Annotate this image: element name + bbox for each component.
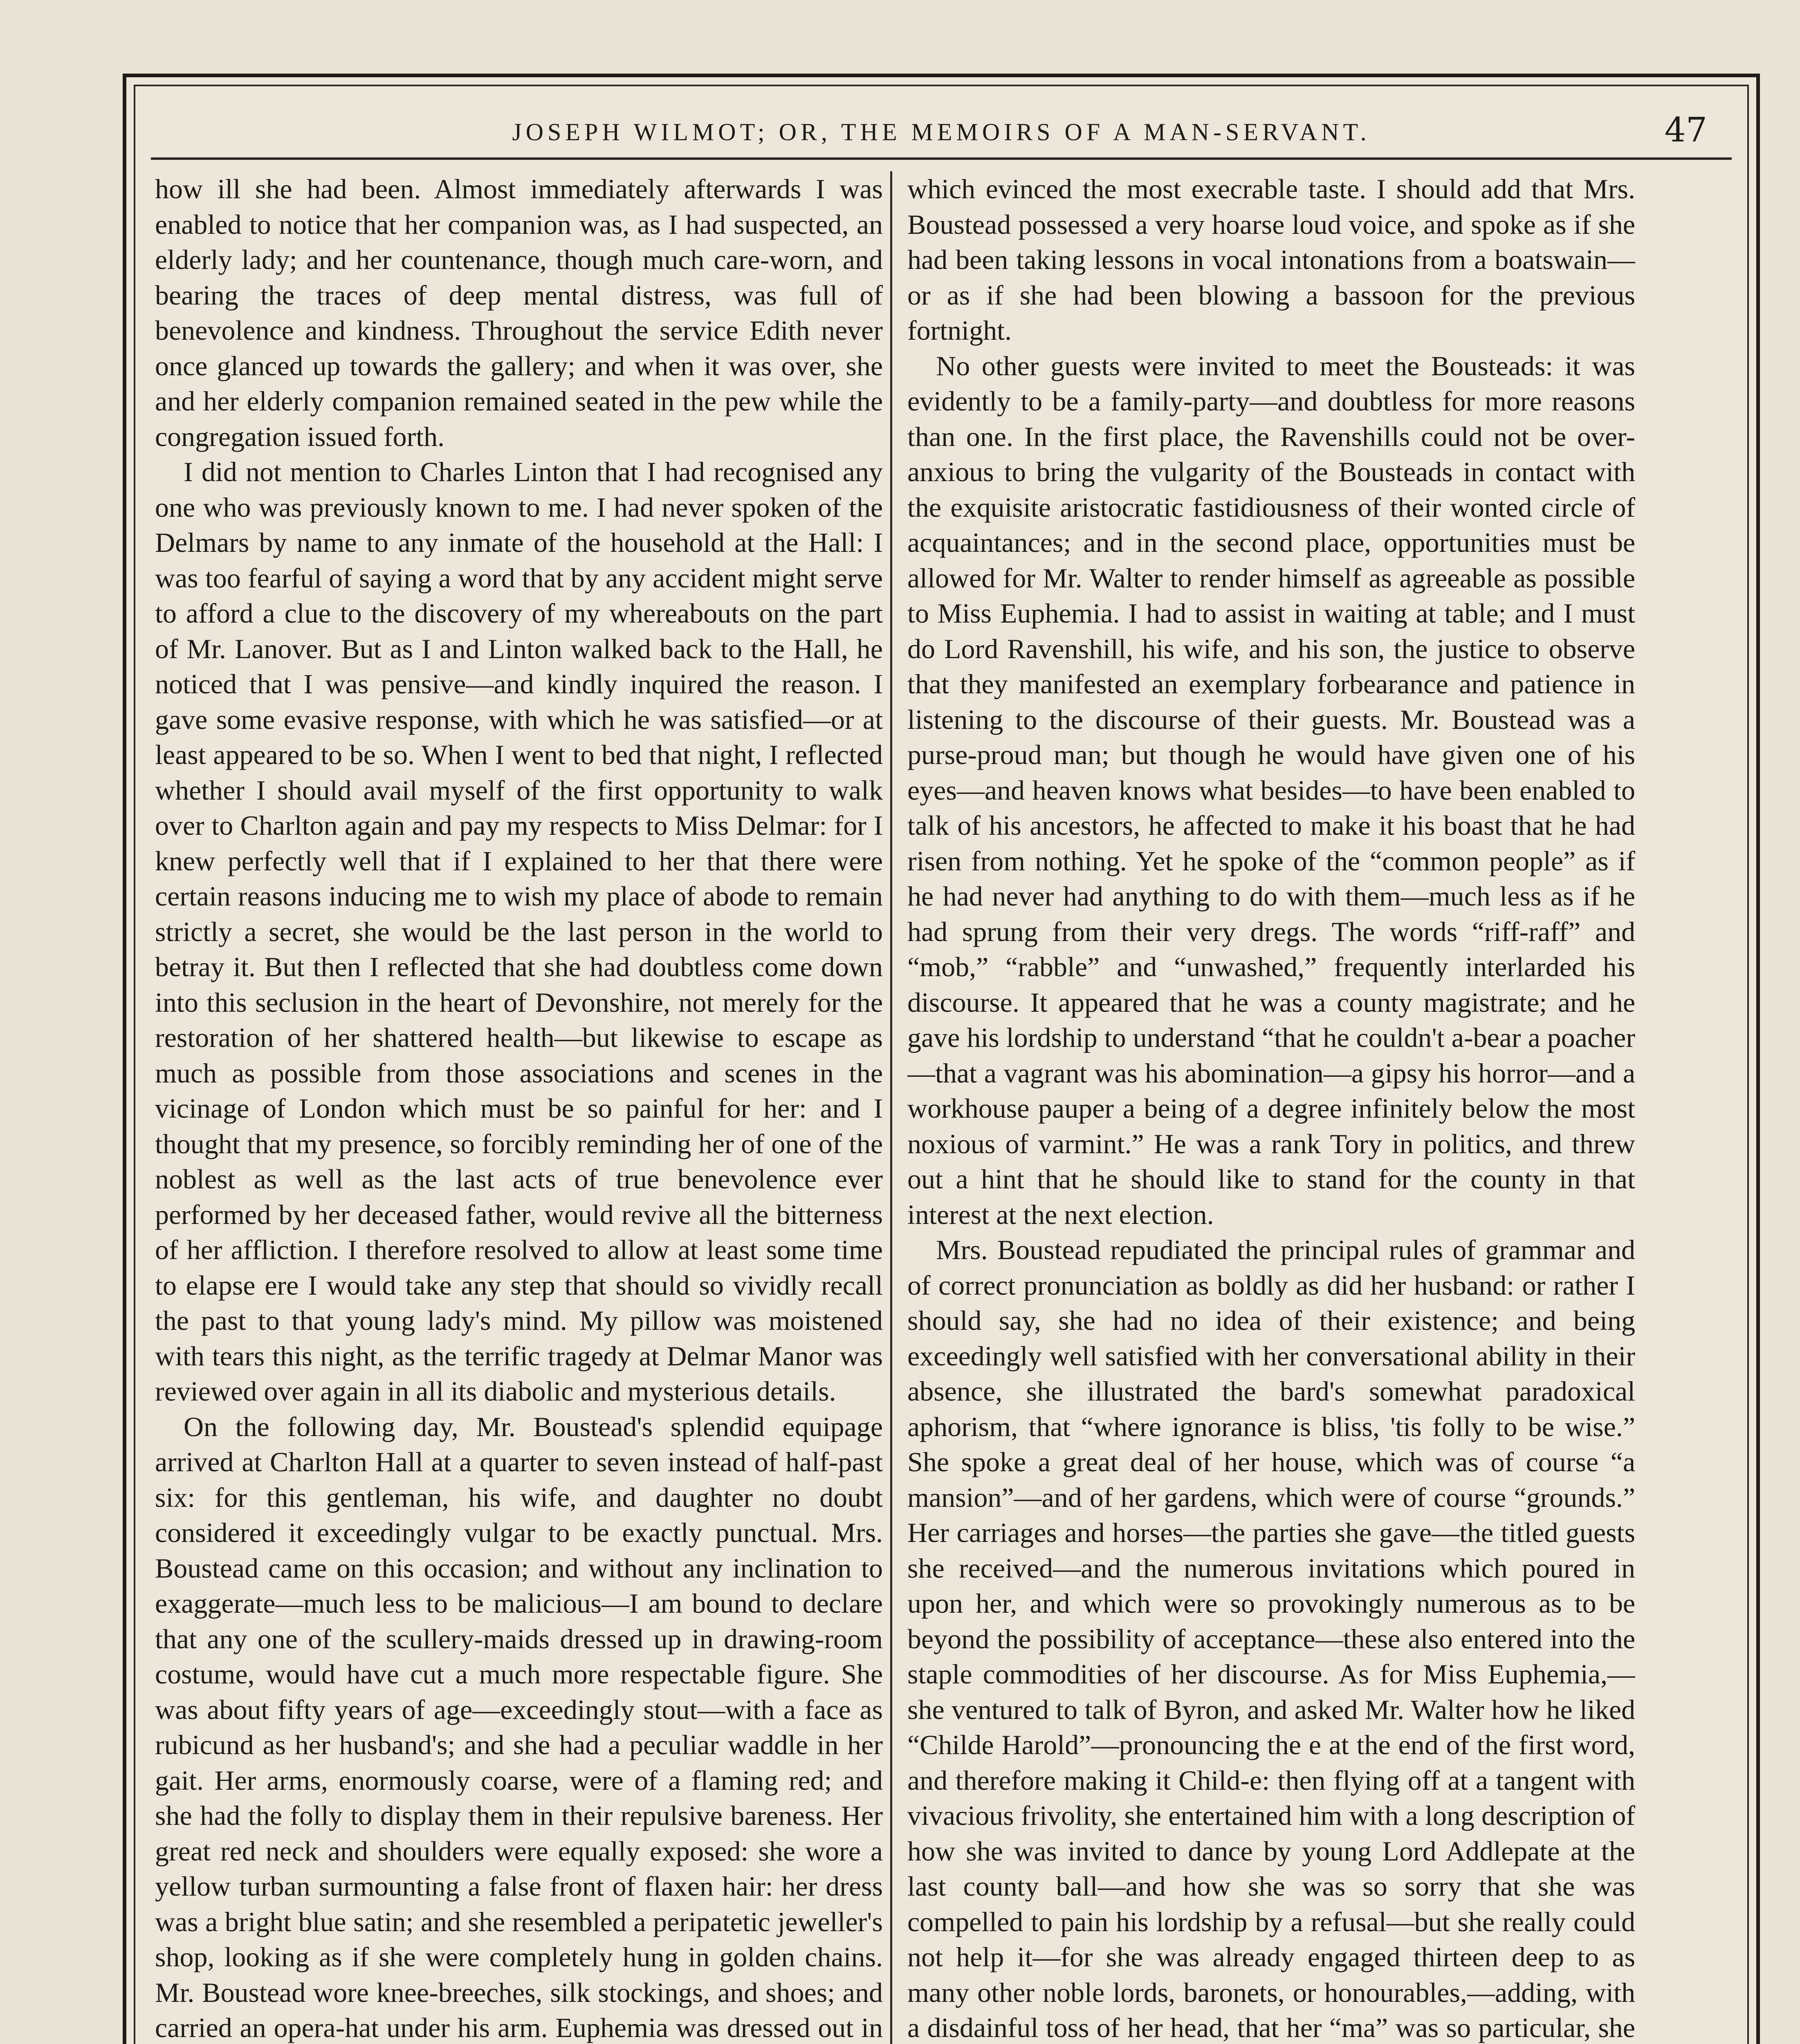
left-paragraph-1: how ill she had been. Almost immediately afterwards I was enabled to notice that her companion was, as I had suspected, an elderly lady; and her countenance, though much care-worn, and bearing the traces of deep mental distress, was full of benevolence and kindness. Throughout the service Edith never once glanced up towards the gallery; and when it was over, she and her elderly companion remained seated in the pew while the congregation issued forth.	[155, 173, 883, 452]
page-number: 47	[1664, 111, 1707, 150]
header-rule	[151, 157, 1732, 160]
page-header	[126, 77, 1756, 150]
page-frame	[123, 74, 1760, 2044]
left-column	[155, 171, 883, 2044]
right-column	[907, 171, 1635, 2044]
right-paragraph-1: which evinced the most execrable taste. I should add that Mrs. Boustead possessed a very hoarse loud voice, and spoke as if she had been taking lessons in vocal intonations from a boatswain—or as if she had been blowing a bassoon for the previous fortnight.	[907, 173, 1635, 346]
left-paragraph-2: I did not mention to Charles Linton that I had recognised any one who was previously known to me. I had never spoken of the Delmars by name to any inmate of the household at the Hall: I was too fearful of saying a word that by any accident might serve to afford a clue to the discovery of my whereabouts on the part of Mr. Lanover. But as I and Linton walked back to the Hall, he noticed that I was pensive—and kindly inquired the reason. I gave some evasive response, with which he was satisfied—or at least appeared to be so. When I went to bed that night, I reflected whether I should avail myself of the first opportunity to walk over to Charlton again and pay my respects to Miss Delmar: for I knew perfectly well that if I explained to her that there were certain reasons inducing me to wish my place of abode to remain strictly a secret, she would be the last person in the world to betray it. But then I reflected that she had doubtless come down into this seclusion in the heart of Devonshire, not merely for the restoration of her shattered health—but likewise to escape as much as possible from those associations and scenes in the vicinage of London which must be so painful for her: and I thought that my presence, so forcibly reminding her of one of the noblest as well as the last acts of true benevolence ever performed by her deceased father, would revive all the bitterness of her affliction. I therefore resolved to allow at least some time to elapse ere I would take any step that should so vividly recall the past to that young lady's mind. My pillow was moistened with tears this night, as the terrific tragedy at Delmar Manor was reviewed over again in all its diabolic and mysterious details.	[155, 456, 883, 1407]
left-paragraph-3: On the following day, Mr. Boustead's splendid equipage arrived at Charlton Hall at a quarter to seven instead of half-past six: for this gentleman, his wife, and daughter no doubt considered it exceedingly vulgar to be exactly punctual. Mrs. Boustead came on this occasion; and without any inclination to exaggerate—much less to be malicious—I am bound to declare that any one of the scullery-maids dressed up in drawing-room costume, would have cut a much more respectable figure. She was about fifty years of age—exceedingly stout—with a face as rubicund as her husband's; and she had a peculiar waddle in her gait. Her arms, enormously coarse, were of a flaming red; and she had the folly to display them in their repulsive bareness. Her great red neck and shoulders were equally exposed: she wore a yellow turban surmounting a false front of flaxen hair: her dress was a bright blue satin; and she resembled a peripatetic jeweller's shop, looking as if she were completely hung in golden chains. Mr. Boustead wore knee-breeches, silk stockings, and shoes; and carried an opera-hat under his arm. Euphemia was dressed out in	[155, 1411, 883, 2043]
right-paragraph-2: No other guests were invited to meet the Bousteads: it was evidently to be a family-party—and doubtless for more reasons than one. In the first place, the Ravenshills could not be over-anxious to bring the vulgarity of the Bousteads in contact with the exquisite aristocratic fastidiousness of their wonted circle of acquaintances; and in the second place, opportunities must be allowed for Mr. Walter to render himself as agreeable as possible to Miss Euphemia. I had to assist in waiting at table; and I must do Lord Ravenshill, his wife, and his son, the justice to observe that they manifested an exemplary forbearance and patience in listening to the discourse of their guests. Mr. Boustead was a purse-proud man; but though he would have given one of his eyes—and heaven knows what besides—to have been enabled to talk of his ancestors, he affected to make it his boast that he had risen from nothing. Yet he spoke of the “common people” as if he had never had anything to do with them—much less as if he had sprung from their very dregs. The words “riff-raff” and “mob,” “rabble” and “unwashed,” frequently interlarded his discourse. It appeared that he was a county magistrate; and he gave his lordship to understand “that he couldn't a-bear a poacher—that a vagrant was his abomination—a gipsy his horror—and a workhouse pauper a being of a degree infinitely below the most noxious of varmint.” He was a rank Tory in politics, and threw out a hint that he should like to stand for the county in that interest at the next election.	[907, 350, 1635, 1230]
column-divider	[890, 171, 892, 2044]
running-head: JOSEPH WILMOT; OR, THE MEMOIRS OF A MAN-SERVANT.	[512, 119, 1371, 146]
right-paragraph-3: Mrs. Boustead repudiated the principal rules of grammar and of correct pronunciation as boldly as did her husband: or rather I should say, she had no idea of their existence; and being exceedingly well satisfied with her conversational ability in their absence, she illustrated the bard's somewhat paradoxical aphorism, that “where ignorance is bliss, 'tis folly to be wise.” She spoke a great deal of her house, which was of course “a mansion”—and of her gardens, which were of course “grounds.” Her carriages and horses—the parties she gave—the titled guests she received—and the numerous invitations which poured in upon her, and which were so provokingly numerous as to be beyond the possibility of acceptance—these also entered into the staple commodities of her discourse. As for Miss Euphemia,—she ventured to talk of Byron, and asked Mr. Walter how he liked “Childe Harold”—pronouncing the e at the end of the first word, and therefore making it Child-e: then flying off at a tangent with vivacious frivolity, she entertained him with a long description of how she was invited to dance by young Lord Addlepate at the last county ball—and how she was so sorry that she was compelled to pain his lordship by a refusal—but she really could not help it—for she was already engaged thirteen deep to as many other noble lords, baronets, or honourables,—adding, with a disdainful toss of her head, that her “ma” was so particular, she	[907, 1234, 1635, 2043]
